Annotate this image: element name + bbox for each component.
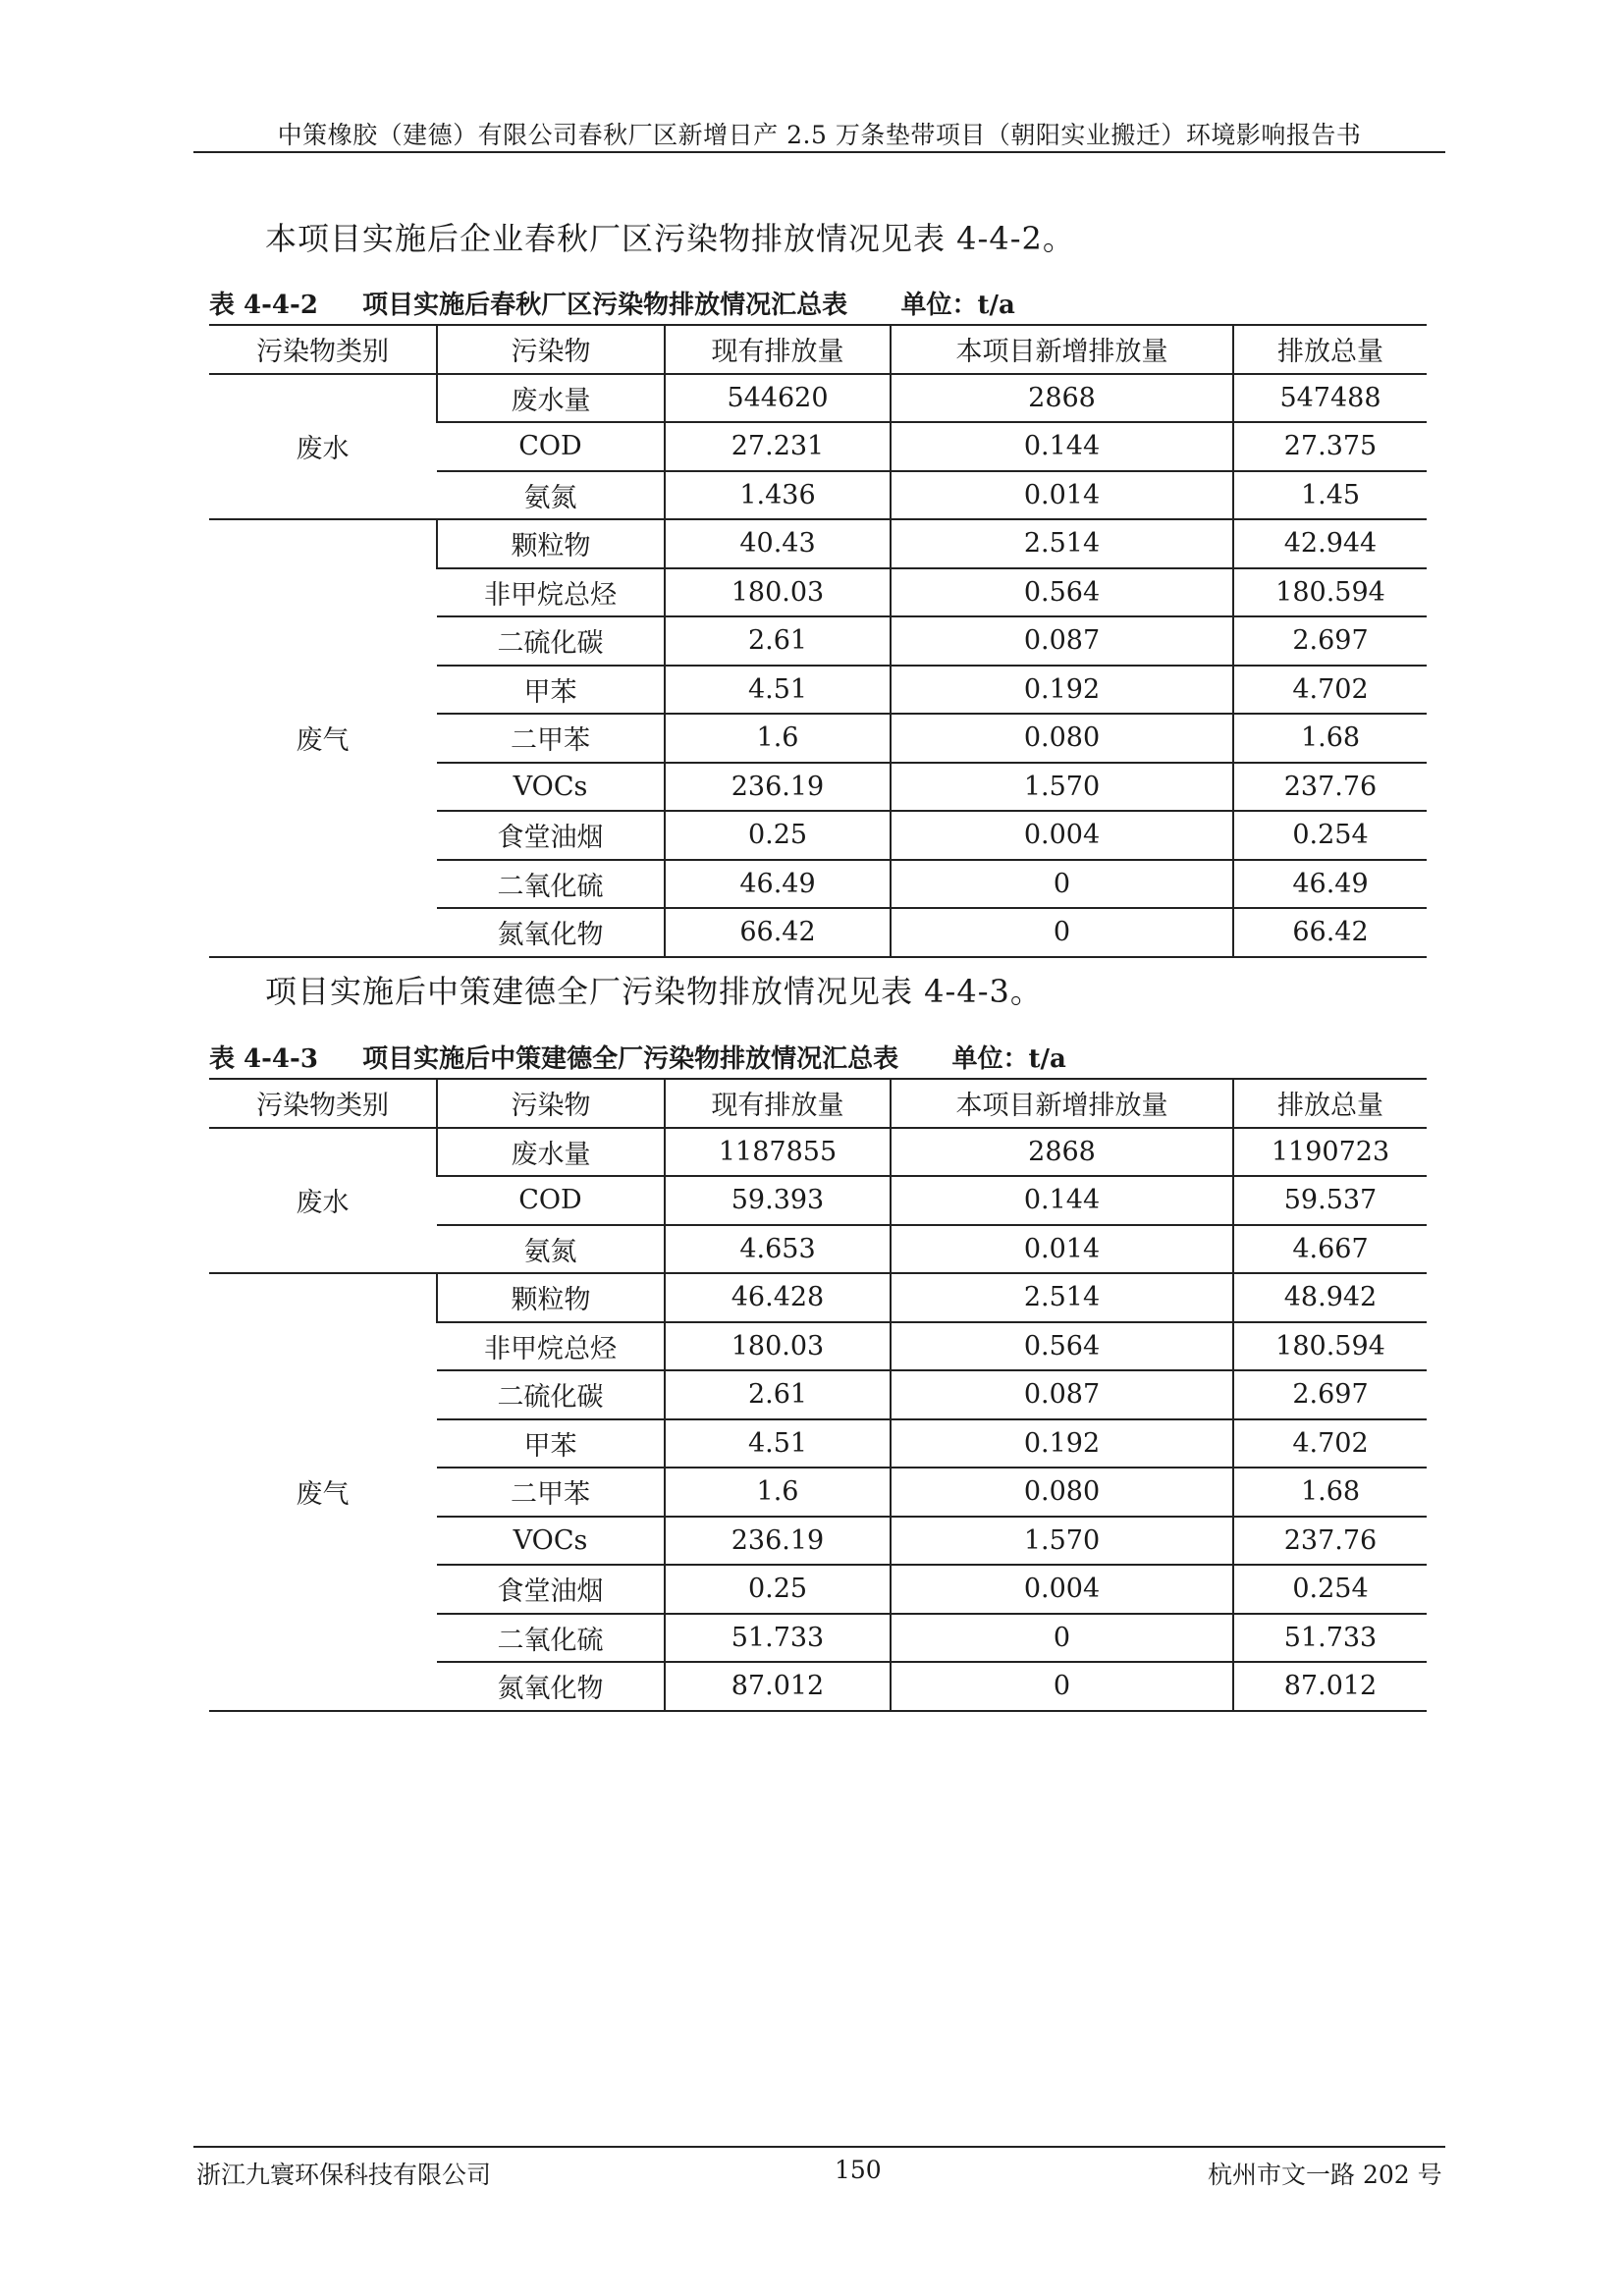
column-header: 排放总量 [1233, 325, 1427, 374]
value-cell: 0.004 [891, 811, 1233, 860]
value-cell: 59.537 [1233, 1176, 1427, 1225]
table-header-row [209, 325, 1427, 374]
value-cell: 2868 [891, 374, 1233, 423]
value-cell: 51.733 [665, 1614, 891, 1663]
pollutant-cell: 颗粒物 [437, 1273, 665, 1322]
value-cell: 2.697 [1233, 616, 1427, 666]
value-cell: 0.254 [1233, 811, 1427, 860]
pollutant-cell: 甲苯 [437, 1419, 665, 1468]
pollutant-cell: COD [437, 422, 665, 471]
value-cell: 180.03 [665, 1322, 891, 1371]
value-cell: 66.42 [1233, 908, 1427, 957]
value-cell: 180.594 [1233, 1322, 1427, 1371]
value-cell: 1.68 [1233, 714, 1427, 763]
value-cell: 27.231 [665, 422, 891, 471]
pollutant-cell: 废水量 [437, 1128, 665, 1177]
table-row [209, 1128, 1427, 1177]
category-cell: 废气 [209, 1273, 437, 1711]
value-cell: 1.6 [665, 1468, 891, 1517]
pollutant-cell: 氨氮 [437, 1225, 665, 1274]
column-header: 污染物类别 [209, 325, 437, 374]
value-cell: 1.68 [1233, 1468, 1427, 1517]
page-number: 150 [835, 2156, 882, 2184]
pollutant-cell: 颗粒物 [437, 519, 665, 568]
value-cell: 1.6 [665, 714, 891, 763]
value-cell: 4.653 [665, 1225, 891, 1274]
value-cell: 66.42 [665, 908, 891, 957]
pollutant-cell: 非甲烷总烃 [437, 1322, 665, 1371]
value-cell: 1.570 [891, 763, 1233, 812]
value-cell: 0.25 [665, 811, 891, 860]
pollutant-cell: 食堂油烟 [437, 1565, 665, 1614]
value-cell: 547488 [1233, 374, 1427, 423]
pollutant-cell: 氮氧化物 [437, 1662, 665, 1711]
value-cell: 0.144 [891, 422, 1233, 471]
value-cell: 0.25 [665, 1565, 891, 1614]
value-cell: 42.944 [1233, 519, 1427, 568]
pollutant-cell: 二硫化碳 [437, 1370, 665, 1419]
column-header: 本项目新增排放量 [891, 325, 1233, 374]
value-cell: 46.49 [1233, 860, 1427, 909]
value-cell: 51.733 [1233, 1614, 1427, 1663]
category-cell: 废水 [209, 374, 437, 520]
column-header: 污染物 [437, 1079, 665, 1128]
value-cell: 236.19 [665, 763, 891, 812]
value-cell: 0.004 [891, 1565, 1233, 1614]
pollutant-cell: 二甲苯 [437, 714, 665, 763]
value-cell: 87.012 [1233, 1662, 1427, 1711]
pollutant-cell: 氮氧化物 [437, 908, 665, 957]
value-cell: 40.43 [665, 519, 891, 568]
value-cell: 2.697 [1233, 1370, 1427, 1419]
intro-paragraph-1: 本项目实施后企业春秋厂区污染物排放情况见表 4-4-2。 [265, 220, 1075, 257]
pollutant-cell: 甲苯 [437, 666, 665, 715]
value-cell: 2.61 [665, 1370, 891, 1419]
value-cell: 1190723 [1233, 1128, 1427, 1177]
table-1 [209, 324, 1427, 958]
pollutant-cell: 食堂油烟 [437, 811, 665, 860]
value-cell: 180.594 [1233, 568, 1427, 617]
value-cell: 237.76 [1233, 1517, 1427, 1566]
value-cell: 46.428 [665, 1273, 891, 1322]
pollutant-cell: VOCs [437, 1517, 665, 1566]
table-row [209, 374, 1427, 423]
value-cell: 4.702 [1233, 666, 1427, 715]
value-cell: 0.564 [891, 568, 1233, 617]
footer-divider [193, 2146, 1445, 2148]
value-cell: 0 [891, 908, 1233, 957]
value-cell: 1.45 [1233, 471, 1427, 520]
column-header: 污染物 [437, 325, 665, 374]
value-cell: 4.51 [665, 666, 891, 715]
value-cell: 1.436 [665, 471, 891, 520]
table-1-caption: 表 4-4-2 项目实施后春秋厂区污染物排放情况汇总表 单位：t/a [209, 291, 1015, 320]
value-cell: 0 [891, 1614, 1233, 1663]
value-cell: 2868 [891, 1128, 1233, 1177]
intro-paragraph-2: 项目实施后中策建德全厂污染物排放情况见表 4-4-3。 [265, 973, 1043, 1010]
value-cell: 4.51 [665, 1419, 891, 1468]
pollutant-cell: COD [437, 1176, 665, 1225]
table-row [209, 1273, 1427, 1322]
column-header: 本项目新增排放量 [891, 1079, 1233, 1128]
column-header: 现有排放量 [665, 325, 891, 374]
value-cell: 46.49 [665, 860, 891, 909]
value-cell: 0.192 [891, 1419, 1233, 1468]
value-cell: 87.012 [665, 1662, 891, 1711]
value-cell: 236.19 [665, 1517, 891, 1566]
value-cell: 180.03 [665, 568, 891, 617]
value-cell: 0.192 [891, 666, 1233, 715]
table-header-row [209, 1079, 1427, 1128]
page-header: 中策橡胶（建德）有限公司春秋厂区新增日产 2.5 万条垫带项目（朝阳实业搬迁）环境影响报告书 [277, 121, 1362, 149]
value-cell: 0.080 [891, 1468, 1233, 1517]
table-2 [209, 1078, 1427, 1712]
column-header: 现有排放量 [665, 1079, 891, 1128]
value-cell: 0.254 [1233, 1565, 1427, 1614]
value-cell: 48.942 [1233, 1273, 1427, 1322]
category-cell: 废水 [209, 1128, 437, 1274]
value-cell: 0.080 [891, 714, 1233, 763]
value-cell: 2.514 [891, 1273, 1233, 1322]
column-header: 排放总量 [1233, 1079, 1427, 1128]
value-cell: 0 [891, 1662, 1233, 1711]
pollutant-cell: 废水量 [437, 374, 665, 423]
pollutant-cell: 非甲烷总烃 [437, 568, 665, 617]
value-cell: 0.014 [891, 1225, 1233, 1274]
value-cell: 4.667 [1233, 1225, 1427, 1274]
footer-company: 浙江九寰环保科技有限公司 [196, 2161, 492, 2189]
footer-address: 杭州市文一路 202 号 [1208, 2161, 1442, 2189]
value-cell: 2.514 [891, 519, 1233, 568]
value-cell: 0.087 [891, 616, 1233, 666]
value-cell: 544620 [665, 374, 891, 423]
value-cell: 27.375 [1233, 422, 1427, 471]
pollutant-cell: 氨氮 [437, 471, 665, 520]
pollutant-cell: 二硫化碳 [437, 616, 665, 666]
header-divider [193, 151, 1445, 153]
value-cell: 4.702 [1233, 1419, 1427, 1468]
value-cell: 1.570 [891, 1517, 1233, 1566]
category-cell: 废气 [209, 519, 437, 957]
table-row [209, 519, 1427, 568]
pollutant-cell: 二氧化硫 [437, 860, 665, 909]
value-cell: 59.393 [665, 1176, 891, 1225]
value-cell: 0.564 [891, 1322, 1233, 1371]
table-2-caption: 表 4-4-3 项目实施后中策建德全厂污染物排放情况汇总表 单位：t/a [209, 1044, 1066, 1074]
value-cell: 2.61 [665, 616, 891, 666]
value-cell: 0.144 [891, 1176, 1233, 1225]
pollutant-cell: VOCs [437, 763, 665, 812]
pollutant-cell: 二甲苯 [437, 1468, 665, 1517]
pollutant-cell: 二氧化硫 [437, 1614, 665, 1663]
value-cell: 0 [891, 860, 1233, 909]
value-cell: 1187855 [665, 1128, 891, 1177]
value-cell: 237.76 [1233, 763, 1427, 812]
value-cell: 0.014 [891, 471, 1233, 520]
column-header: 污染物类别 [209, 1079, 437, 1128]
value-cell: 0.087 [891, 1370, 1233, 1419]
